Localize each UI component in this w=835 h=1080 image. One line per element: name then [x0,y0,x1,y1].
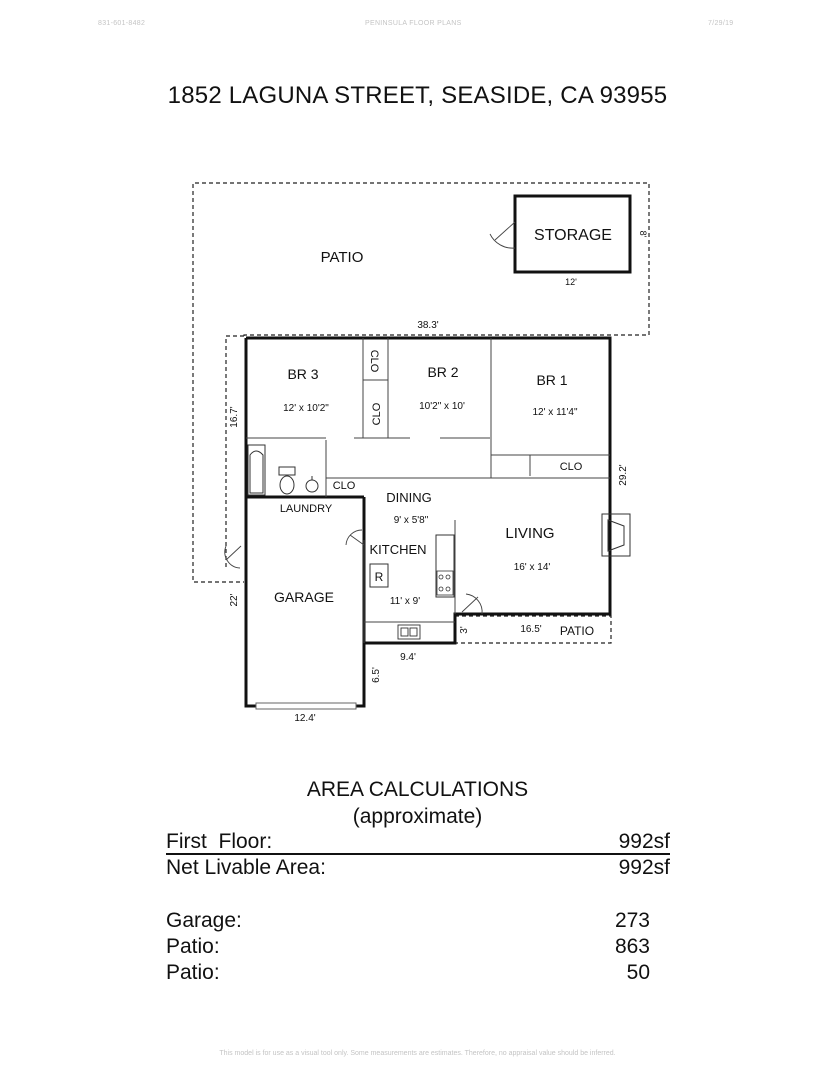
living-dims: 16' x 14' [513,562,551,573]
closet-label-br1: CLO [559,461,583,473]
right-height-dim: 29.2' [618,464,629,486]
area-value: 992sf [618,856,670,879]
laundry-label: LAUNDRY [279,503,333,515]
area-value: 992sf [618,830,670,853]
area-label: Net Livable Area: [166,856,326,879]
garage-label: GARAGE [274,589,334,605]
notch-height-dim: 6.5' [371,667,382,683]
storage-label: STORAGE [534,227,612,244]
br3-label: BR 3 [287,366,319,382]
toilet-icon [279,467,295,494]
header-date: 7/29/19 [708,20,734,27]
area-label: Garage: [166,909,242,932]
page-title: 1852 LAGUNA STREET, SEASIDE, CA 93955 [167,82,668,109]
kitchen-dims: 11' x 9' [389,596,421,607]
closet-label-top: CLO [368,349,380,373]
patio-width-dim: 16.5' [520,624,542,635]
garage-door [256,703,356,709]
disclaimer-footer: This model is for use as a visual tool only. Some measurements are estimates. Therefore, no appraisal value should be inferred. [219,1050,616,1057]
sink-icon [306,476,318,492]
br2-label: BR 2 [427,364,459,380]
area-title: AREA CALCULATIONS [306,778,529,801]
area-value: 50 [626,961,650,984]
patio-label: PATIO [320,249,364,266]
patio-height-dim: 3' [459,626,470,634]
patio-outline [193,183,649,643]
garage-width-dim: 12.4' [294,713,316,724]
area-value: 863 [614,935,650,958]
kitchen-counter [436,535,454,597]
left-height-dim: 16.7' [229,406,240,428]
header-company: PENINSULA FLOOR PLANS [365,20,462,27]
overall-width-dim: 38.3' [417,320,439,331]
dining-label: DINING [386,490,432,505]
area-label: First Floor: [166,830,273,853]
garage-height-dim: 22' [229,593,240,607]
kitchen-width-dim: 9.4' [400,652,416,663]
storage-width-dim: 12' [565,277,577,287]
kitchen-sink-icon [398,625,420,639]
area-divider [166,853,670,855]
br1-label: BR 1 [536,372,568,388]
br2-dims: 10'2" x 10' [419,401,465,412]
door-arc-icon [225,530,482,614]
br3-dims: 12' x 10'2" [283,403,329,414]
patio-small-label: PATIO [559,624,595,638]
fireplace-icon [602,514,630,556]
stove-icon [437,571,453,595]
living-label: LIVING [505,525,555,542]
range-label: R [374,570,384,584]
storage-height-dim: 8' [638,230,648,238]
range-icon [370,564,388,587]
storage-door-icon [490,222,515,248]
dining-dims: 9' x 5'8" [393,515,429,526]
area-label: Patio: [166,935,220,958]
area-subtitle: (approximate) [352,805,483,828]
closet-label-mid: CLO [371,402,383,426]
header-phone: 831-601-8482 [98,20,146,27]
kitchen-label: KITCHEN [369,542,427,557]
area-label: Patio: [166,961,220,984]
br1-dims: 12' x 11'4" [532,407,578,418]
closet-label-bath: CLO [332,480,356,492]
area-value: 273 [614,909,650,932]
bathtub-icon [248,445,265,495]
